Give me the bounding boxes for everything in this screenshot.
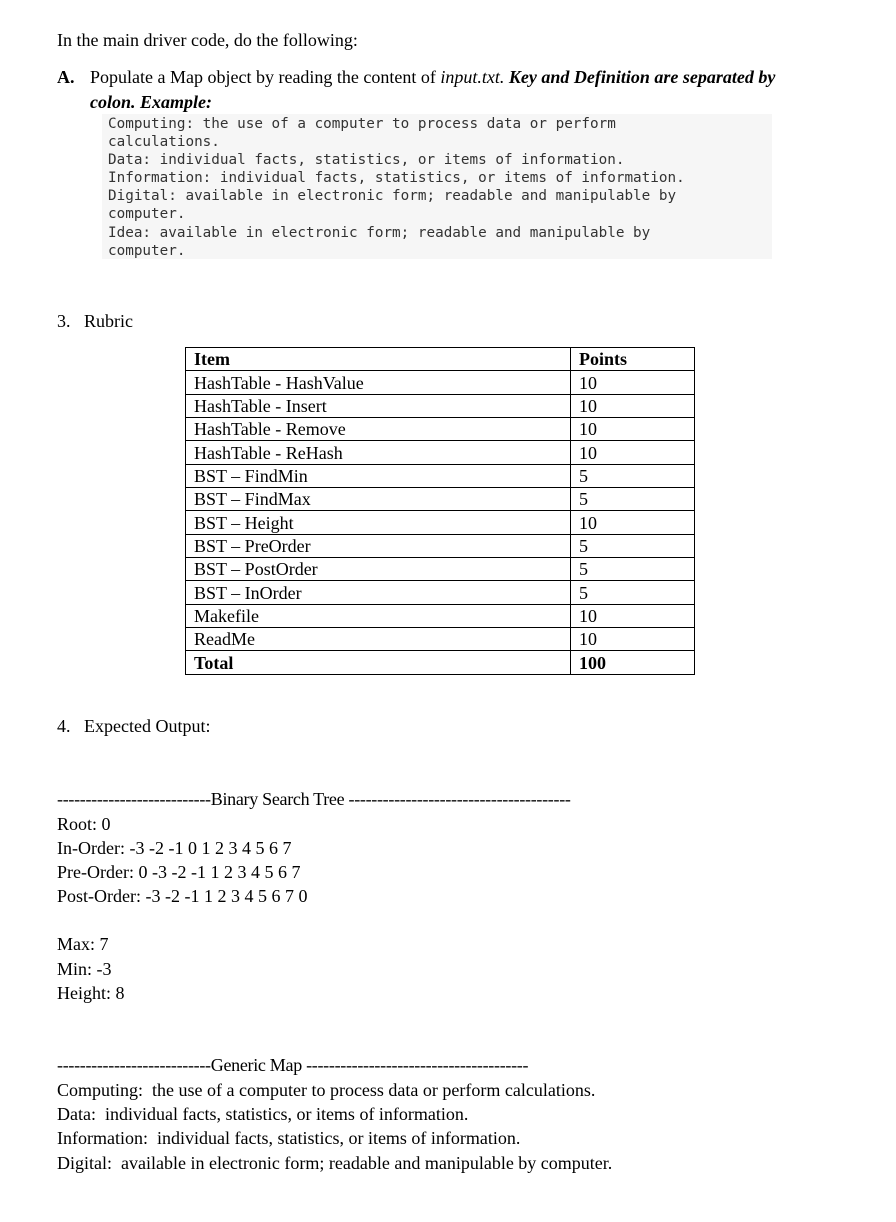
bst-preorder-line: Pre-Order: 0 -3 -2 -1 1 2 3 4 5 6 7 (57, 862, 301, 882)
bst-inorder-line: In-Order: -3 -2 -1 0 1 2 3 4 5 6 7 (57, 838, 292, 858)
section-4-title: Expected Output: (84, 716, 211, 736)
bst-root-line: Root: 0 (57, 814, 111, 834)
rubric-points: 5 (571, 488, 695, 511)
rubric-points: 5 (571, 464, 695, 487)
rubric-total-row (186, 651, 695, 674)
rubric-points: 5 (571, 534, 695, 557)
rubric-item: BST – Height (186, 511, 571, 534)
map-output-line: Computing: the use of a computer to process data or perform calculations. (57, 1080, 596, 1100)
rubric-points: 10 (571, 511, 695, 534)
table-row (186, 534, 695, 557)
rubric-item: ReadMe (186, 628, 571, 651)
rubric-points: 10 (571, 418, 695, 441)
map-output-line: Information: individual facts, statistics, or items of information. (57, 1128, 521, 1148)
bst-max-line: Max: 7 (57, 934, 109, 954)
section-3-number: 3. (57, 311, 71, 331)
intro-text: In the main driver code, do the following: (57, 30, 358, 50)
item-a-note-line1: Key and Definition are separated by (508, 67, 776, 87)
rubric-item: BST – PreOrder (186, 534, 571, 557)
rubric-item: BST – InOrder (186, 581, 571, 604)
rubric-points: 5 (571, 581, 695, 604)
rubric-points: 10 (571, 371, 695, 394)
rubric-header-points: Points (571, 348, 695, 371)
item-a-filename: input.txt. (440, 67, 505, 87)
rubric-item: BST – PostOrder (186, 558, 571, 581)
map-output-header: ---------------------------Generic Map --------------------------------------- (57, 1055, 529, 1075)
rubric-item: HashTable - HashValue (186, 371, 571, 394)
rubric-points: 10 (571, 394, 695, 417)
bst-output-header: ---------------------------Binary Search Tree --------------------------------------- (57, 789, 571, 809)
section-4-heading (57, 716, 210, 737)
item-a-text: Populate a Map object by reading the content of (90, 67, 441, 87)
table-row (186, 488, 695, 511)
item-a-note-line2: colon. Example: (90, 92, 212, 112)
table-row (186, 558, 695, 581)
rubric-header-row (186, 348, 695, 371)
table-row (186, 464, 695, 487)
section-4-number: 4. (57, 716, 71, 736)
rubric-item: HashTable - ReHash (186, 441, 571, 464)
table-row (186, 511, 695, 534)
rubric-item: BST – FindMin (186, 464, 571, 487)
map-output-line: Data: individual facts, statistics, or items of information. (57, 1104, 469, 1124)
bst-postorder-line: Post-Order: -3 -2 -1 1 2 3 4 5 6 7 0 (57, 886, 308, 906)
table-row (186, 628, 695, 651)
item-a-line1 (90, 67, 775, 88)
table-row (186, 371, 695, 394)
rubric-points: 10 (571, 441, 695, 464)
rubric-points: 5 (571, 558, 695, 581)
bst-min-line: Min: -3 (57, 959, 112, 979)
rubric-item: HashTable - Remove (186, 418, 571, 441)
rubric-item: BST – FindMax (186, 488, 571, 511)
rubric-total-label: Total (186, 651, 571, 674)
rubric-item: Makefile (186, 604, 571, 627)
table-row (186, 394, 695, 417)
section-3-heading (57, 311, 133, 332)
map-output-line: Digital: available in electronic form; readable and manipulable by computer. (57, 1153, 613, 1173)
table-row (186, 604, 695, 627)
rubric-item: HashTable - Insert (186, 394, 571, 417)
rubric-points: 10 (571, 628, 695, 651)
item-a-letter: A. (57, 67, 75, 87)
rubric-total-points: 100 (571, 651, 695, 674)
table-row (186, 581, 695, 604)
rubric-points: 10 (571, 604, 695, 627)
rubric-table (185, 347, 695, 675)
bst-height-line: Height: 8 (57, 983, 125, 1003)
section-3-title: Rubric (84, 311, 133, 331)
table-row (186, 441, 695, 464)
table-row (186, 418, 695, 441)
rubric-header-item: Item (186, 348, 571, 371)
code-example-block: Computing: the use of a computer to process data or perform calculations. Data: individual facts, statistics, or items of information. Information: individual facts, statistics, or items of information. Digital: available in electronic form; readable and manipulable by computer. Idea: available in electronic form; readable and manipulable by computer. (102, 114, 772, 259)
